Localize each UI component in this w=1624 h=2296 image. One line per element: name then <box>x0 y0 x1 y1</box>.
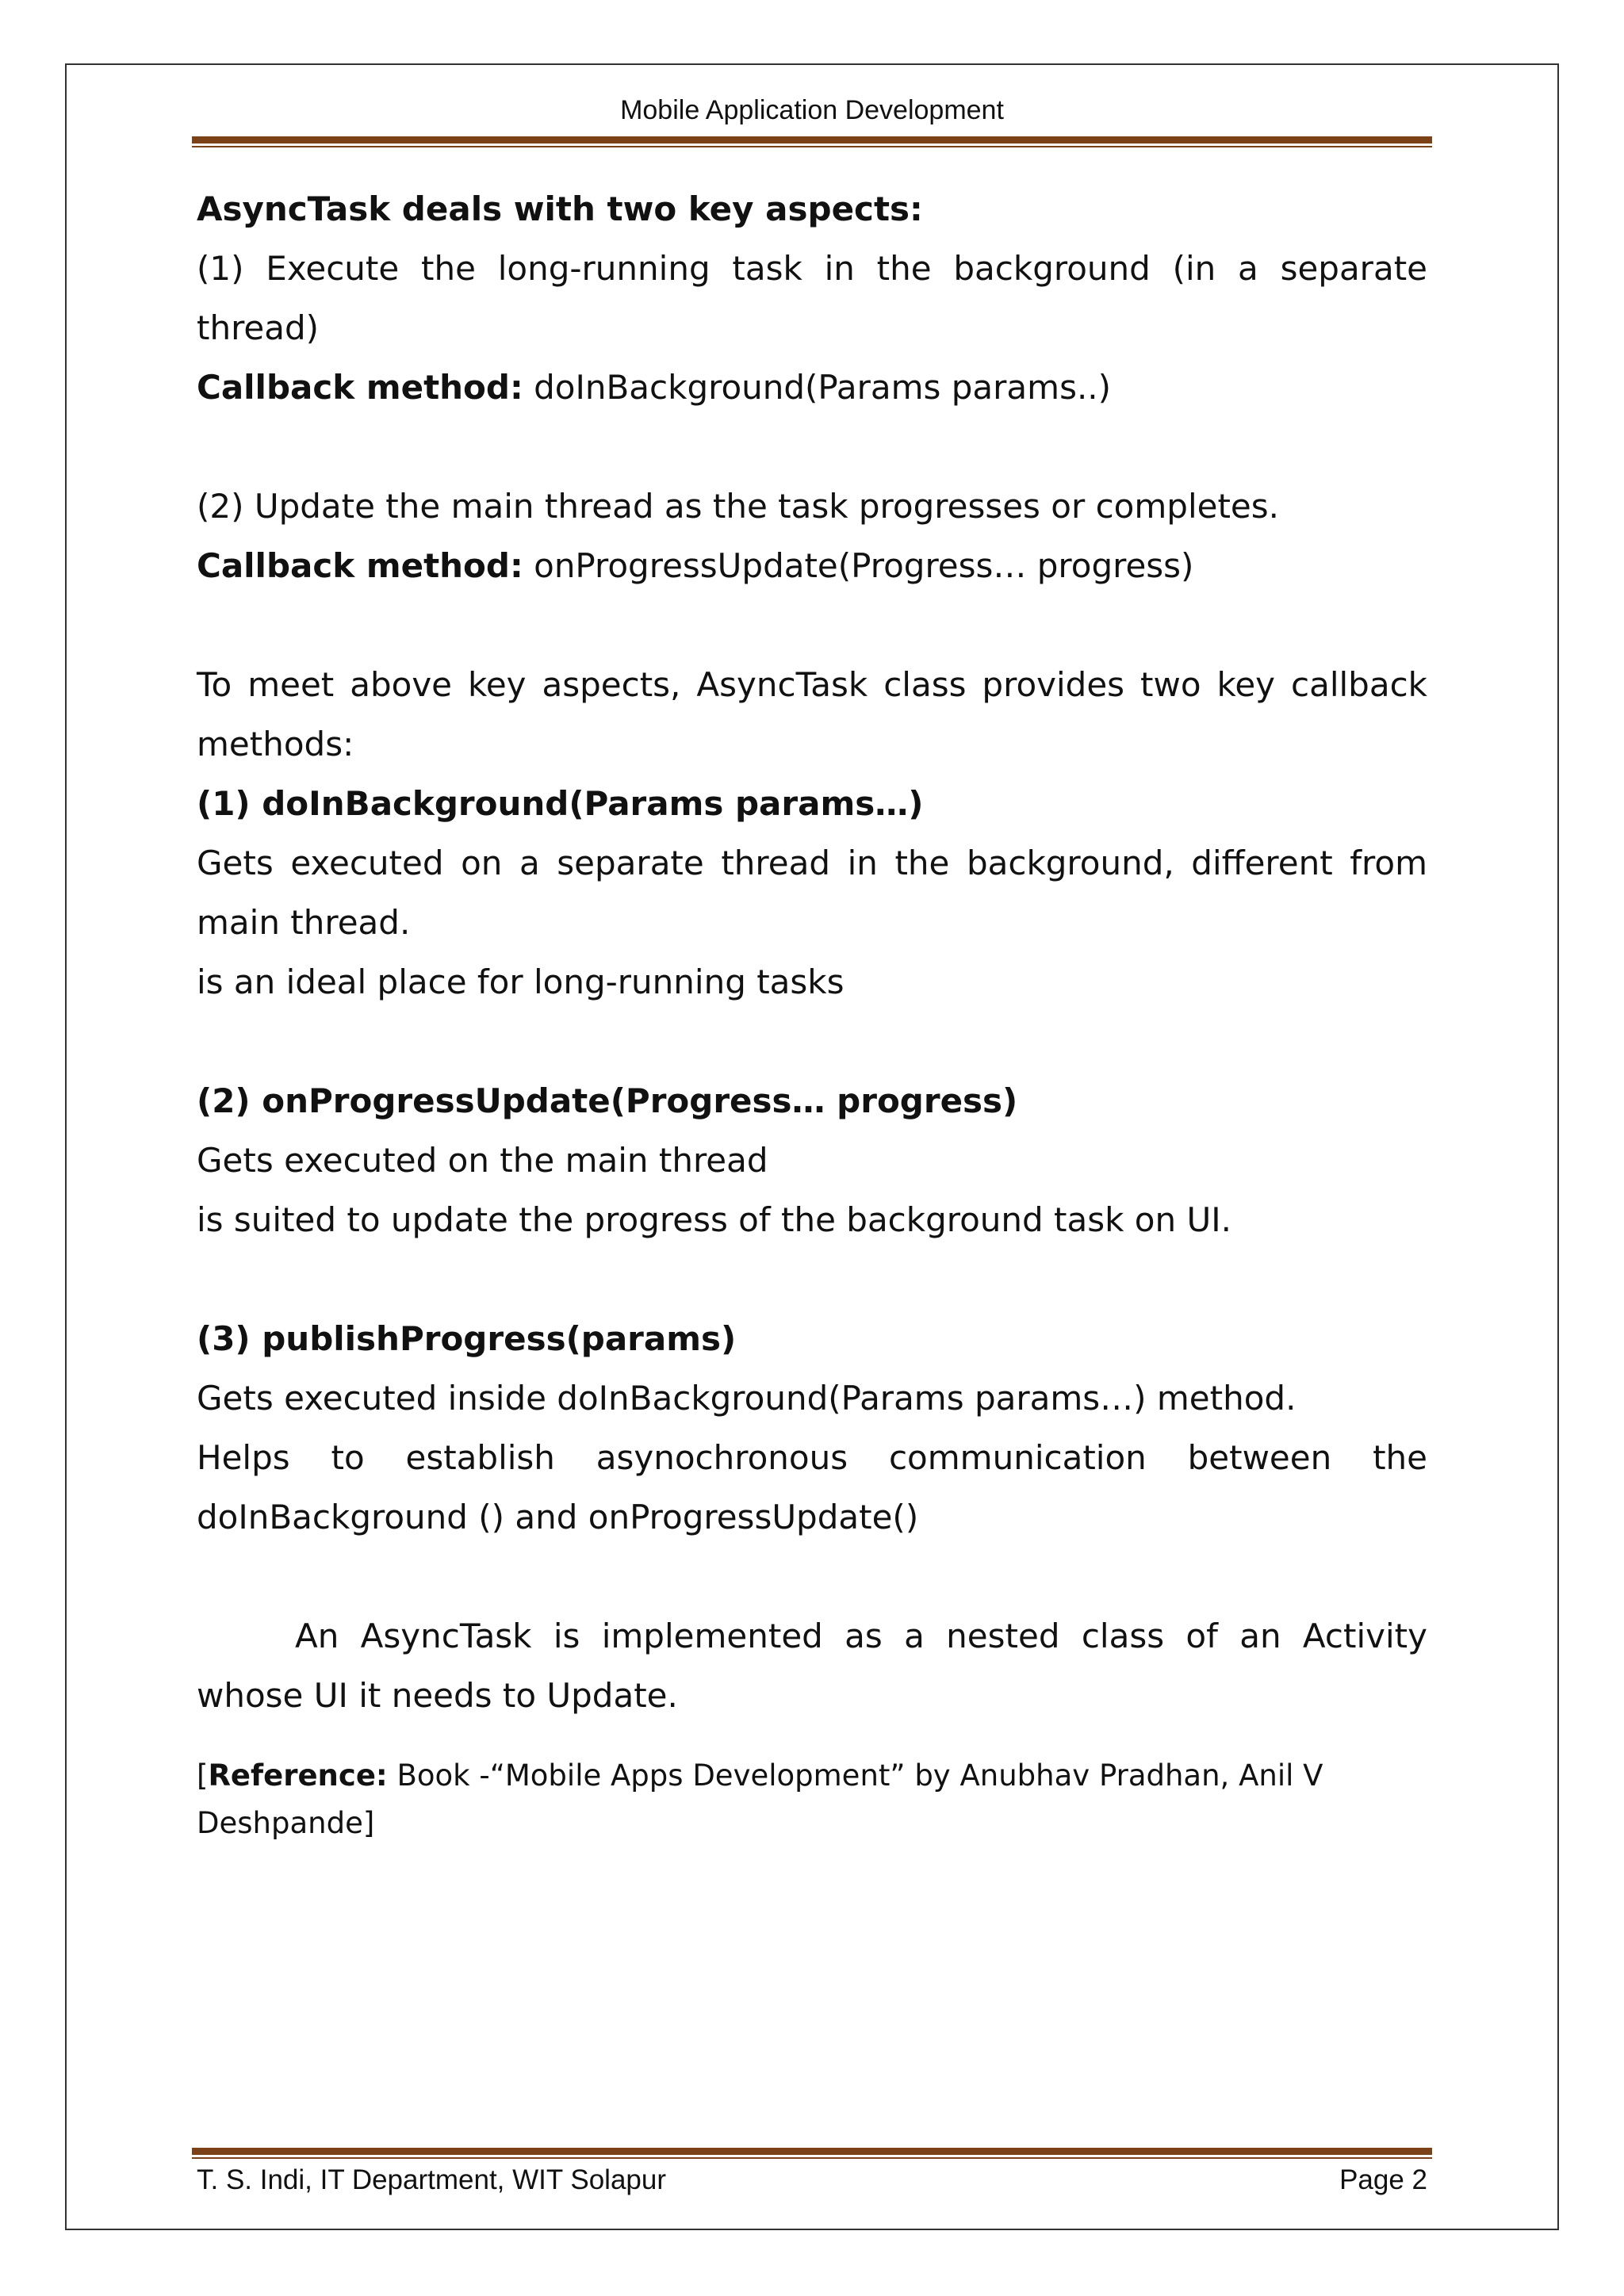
reference-open: [ <box>197 1758 209 1793</box>
summary-paragraph: An AsyncTask is implemented as a nested class of an Activity whose UI it needs to Update. <box>197 1617 1427 1715</box>
reference-text: Book -“Mobile Apps Development” by Anubhav Pradhan, Anil V Deshpande] <box>197 1758 1323 1840</box>
intro-paragraph: To meet above key aspects, AsyncTask class provides two key callback methods: <box>197 665 1427 763</box>
document-body <box>197 179 1427 1847</box>
page-number: Page 2 <box>1339 2164 1427 2195</box>
method-3-note: Helps to establish asynochronous communication between the doInBackground () and onProgressUpdate() <box>197 1438 1427 1536</box>
callback-value: doInBackground(Params params..) <box>523 368 1112 407</box>
method-2-description: Gets executed on the main thread <box>197 1141 768 1180</box>
header-title: Mobile Application Development <box>620 95 1004 125</box>
section-heading: AsyncTask deals with two key aspects: <box>197 189 923 228</box>
aspect-1-text: (1) Execute the long-running task in the background (in a separate thread) <box>197 249 1427 347</box>
footer-author: T. S. Indi, IT Department, WIT Solapur <box>197 2164 666 2195</box>
method-2-title: (2) onProgressUpdate(Progress… progress) <box>197 1081 1018 1120</box>
aspect-2-text: (2) Update the main thread as the task progresses or completes. <box>197 487 1279 526</box>
callback-value: onProgressUpdate(Progress… progress) <box>523 546 1194 585</box>
method-2-note: is suited to update the progress of the background task on UI. <box>197 1200 1231 1239</box>
callback-label: Callback method: <box>197 368 523 407</box>
aspect-2-callback <box>197 536 1427 595</box>
method-3-description: Gets executed inside doInBackground(Params params…) method. <box>197 1379 1297 1418</box>
aspect-1-callback <box>197 358 1427 417</box>
method-3-title: (3) publishProgress(params) <box>197 1319 737 1358</box>
method-1-title: (1) doInBackground(Params params…) <box>197 784 924 823</box>
reference-line <box>197 1752 1427 1847</box>
callback-label: Callback method: <box>197 546 523 585</box>
method-1-note: is an ideal place for long-running tasks <box>197 962 845 1001</box>
method-1-description: Gets executed on a separate thread in the background, different from main thread. <box>197 844 1427 942</box>
header-rule <box>192 136 1432 147</box>
reference-label: Reference: <box>208 1758 388 1793</box>
footer-rule <box>192 2148 1432 2159</box>
